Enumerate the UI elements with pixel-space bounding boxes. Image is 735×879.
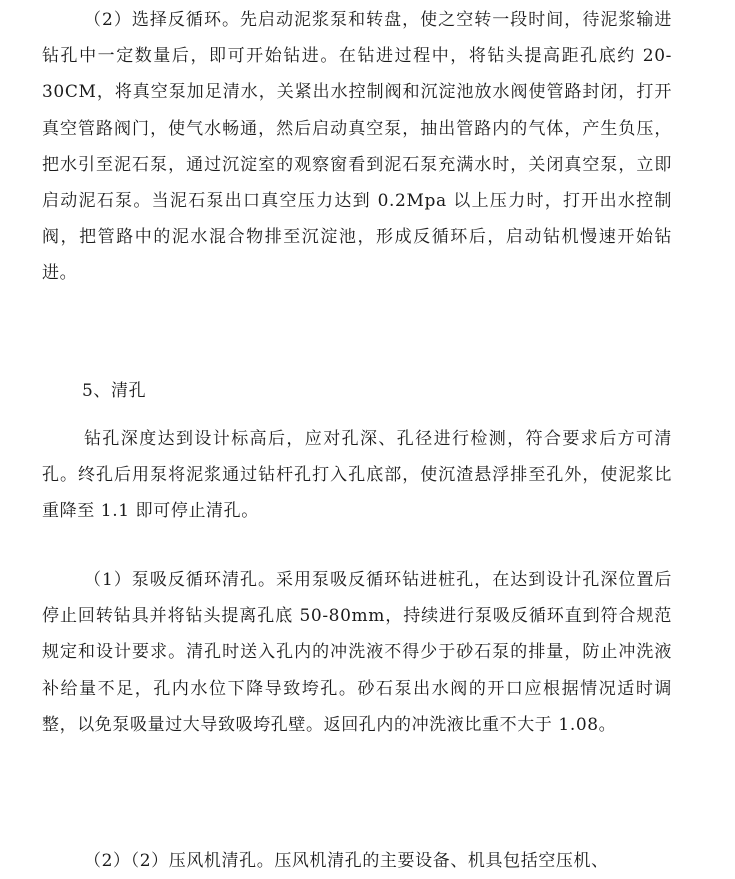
paragraph-pump-suction-cleaning: （1）泵吸反循环清孔。采用泵吸反循环钻进桩孔，在达到设计孔深位置后停止回转钻具并将钻头提离孔底 50-80mm，持续进行泵吸反循环直到符合规范规定和设计要求。清孔时送入孔内的冲洗液不得少于砂石泵的排量，防止冲洗液补给量不足，孔内水位下降导致垮孔。砂石泵出水阀的开口应根据情况适时调整，以免泵吸量过大导致吸垮孔壁。返回孔内的冲洗液比重不大于 1.08。 <box>42 570 672 735</box>
paragraph-air-compressor-cleaning: （2）（2）压风机清孔。压风机清孔的主要设备、机具包括空压机、 <box>84 851 609 871</box>
paragraph-hole-cleaning-intro: 钻孔深度达到设计标高后，应对孔深、孔径进行检测，符合要求后方可清孔。终孔后用泵将泥浆通过钻杆孔打入孔底部，使沉渣悬浮排至孔外，使泥浆比重降至 1.1 即可停止清孔。 <box>42 429 672 522</box>
section-heading-hole-cleaning: 5、清孔 <box>82 381 147 401</box>
paragraph-reverse-circulation: （2）选择反循环。先启动泥浆泵和转盘，使之空转一段时间，待泥浆输进钻孔中一定数量后，即可开始钻进。在钻进过程中，将钻头提高距孔底约 20-30CM，将真空泵加足清水，关紧出水控制阀和沉淀池放水阀使管路封闭，打开真空管路阀门，使气水畅通，然后启动真空泵，抽出管路内的气体，产生负压，把水引至泥石泵，通过沉淀室的观察窗看到泥石泵充满水时，关闭真空泵，立即启动泥石泵。当泥石泵出口真空压力达到 0.2Mpa 以上压力时，打开出水控制阀，把管路中的泥水混合物排至沉淀池，形成反循环后，启动钻机慢速开始钻进。 <box>42 10 672 284</box>
